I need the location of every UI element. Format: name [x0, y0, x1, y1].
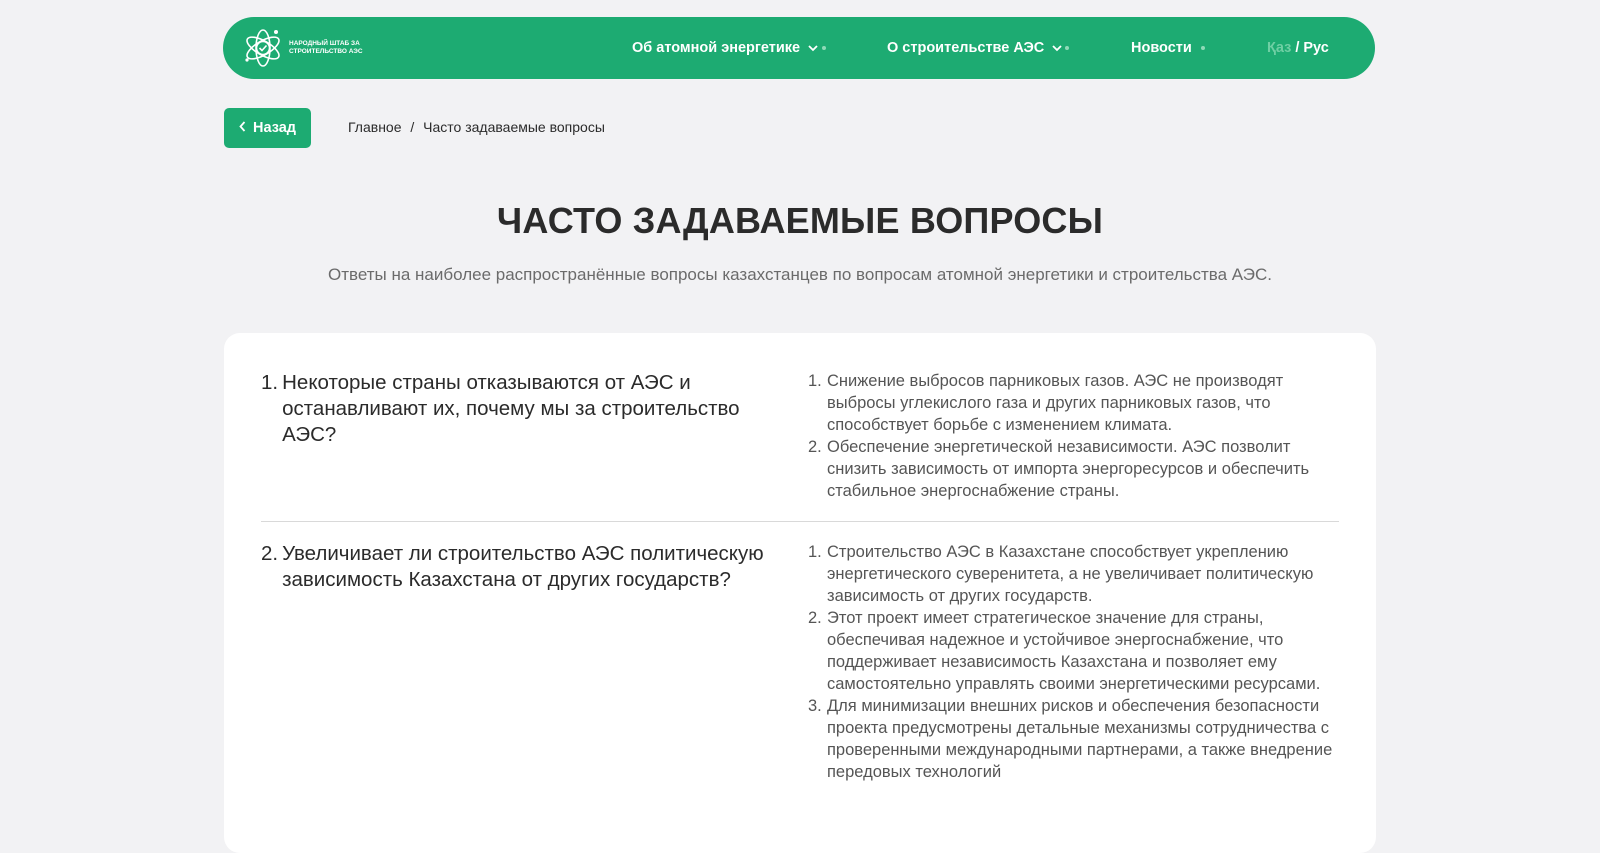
language-switcher — [1267, 17, 1329, 79]
nav-item-about-nuclear[interactable] — [632, 17, 818, 79]
breadcrumb — [348, 119, 605, 135]
page-title: ЧАСТО ЗАДАВАЕМЫЕ ВОПРОСЫ — [496, 200, 1104, 241]
lang-kazakh[interactable]: Қаз — [1267, 40, 1292, 56]
faq-answer-item — [808, 370, 1339, 436]
nav-item-news[interactable] — [1131, 17, 1192, 79]
lang-russian[interactable]: Рус — [1303, 40, 1329, 56]
page-subtitle: Ответы на наиболее распространённые вопросы казахстанцев по вопросам атомной энергетики и строительства АЭС. — [328, 265, 1272, 284]
nav-separator-dot — [1065, 46, 1069, 50]
atom-logo-icon — [241, 26, 285, 70]
faq-card — [224, 333, 1376, 853]
faq-answer-number: 2. — [808, 438, 822, 456]
faq-answer-text: Обеспечение энергетической независимости. АЭС позволит снизить зависимость от импорта энергоресурсов и обеспечить стабильное энергоснабжение страны. — [827, 438, 1310, 500]
top-navbar — [223, 17, 1375, 79]
faq-answer-item — [808, 607, 1339, 695]
breadcrumb-current: Часто задаваемые вопросы — [423, 119, 605, 135]
back-button[interactable] — [224, 108, 311, 148]
faq-answer-item — [808, 436, 1339, 502]
faq-answer-list — [808, 541, 1339, 783]
faq-answer-number: 1. — [808, 543, 822, 561]
nav-item-label: О строительстве АЭС — [887, 40, 1045, 56]
nav-separator-dot — [1201, 46, 1205, 50]
faq-answer-number: 1. — [808, 372, 822, 390]
faq-answer-item — [808, 541, 1339, 607]
nav-item-label: Новости — [1131, 40, 1192, 56]
faq-question-text: Увеличивает ли строительство АЭС политическую зависимость Казахстана от других государств? — [282, 542, 764, 591]
faq-question-number: 1. — [261, 371, 279, 394]
faq-divider — [261, 521, 1339, 522]
lang-separator: / — [1295, 40, 1300, 56]
logo-text: НАРОДНЫЙ ШТАБ ЗА СТРОИТЕЛЬСТВО АЭС — [289, 40, 363, 55]
back-button-label: Назад — [253, 120, 296, 136]
chevron-down-icon — [1052, 40, 1062, 56]
faq-answer-text: Этот проект имеет стратегическое значение для страны, обеспечивая надежное и устойчивое энергоснабжение, что поддерживает независимость Казахстана и позволяет ему самостоятельно управлять своими энергетическими ресурсами. — [827, 609, 1321, 693]
breadcrumb-separator: / — [410, 119, 415, 135]
faq-answer-number: 2. — [808, 609, 822, 627]
nav-item-label: Об атомной энергетике — [632, 40, 801, 56]
faq-answer-list — [808, 370, 1339, 502]
faq-question-number: 2. — [261, 542, 279, 565]
faq-answer-item — [808, 695, 1339, 783]
breadcrumb-home-link[interactable]: Главное — [348, 119, 402, 135]
chevron-left-icon — [239, 120, 246, 136]
faq-answer-text: Строительство АЭС в Казахстане способствует укреплению энергетического суверенитета, а не увеличивает политическую зависимость от других государств. — [827, 543, 1314, 605]
faq-question[interactable] — [261, 541, 781, 593]
faq-answer-number: 3. — [808, 697, 822, 715]
faq-question-text: Некоторые страны отказываются от АЭС и останавливают их, почему мы за строительство АЭС? — [282, 371, 740, 446]
site-logo[interactable] — [241, 26, 369, 70]
nav-item-about-npp-construction[interactable] — [887, 17, 1062, 79]
chevron-down-icon — [808, 40, 818, 56]
faq-question[interactable] — [261, 370, 781, 448]
faq-answer-text: Снижение выбросов парниковых газов. АЭС не производят выбросы углекислого газа и других парниковых газов, что способствует борьбе с изменением климата. — [827, 372, 1284, 434]
faq-answer-text: Для минимизации внешних рисков и обеспечения безопасности проекта предусмотрены детальные механизмы сотрудничества с проверенными международными партнерами, а также внедрение передовых технологий — [827, 697, 1333, 781]
nav-separator-dot — [822, 46, 826, 50]
